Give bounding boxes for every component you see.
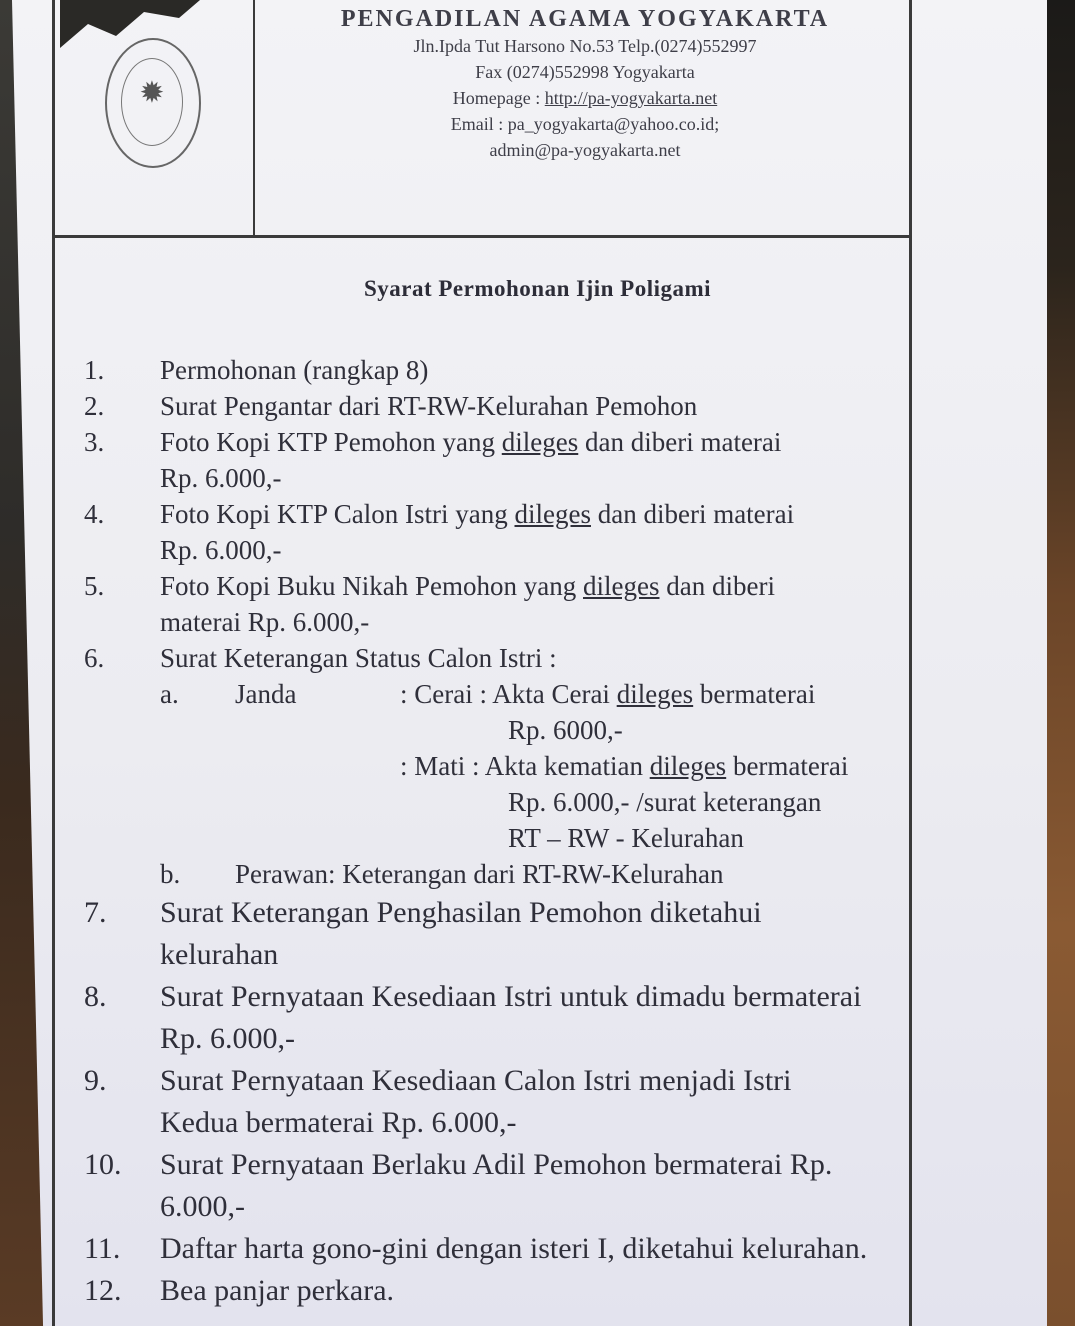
item-text: Surat Keterangan Penghasilan Pemohon diketahui: [160, 896, 762, 929]
list-item: [0, 424, 1075, 460]
star-icon: ✹: [139, 76, 165, 110]
cerai-text: : Cerai : Akta Cerai dileges bermaterai: [400, 679, 816, 709]
sub-item-b: [0, 856, 1075, 892]
sub-item-continuation: [0, 712, 1075, 748]
sub-item-a: [0, 676, 1075, 712]
list-item: [0, 1144, 1075, 1186]
list-item-continuation: [0, 460, 1075, 496]
item-number: 9.: [84, 1064, 107, 1097]
logo-cell: [55, 0, 255, 235]
letterhead-text: [255, 2, 915, 163]
org-email-1: Email : pa_yogyakarta@yahoo.co.id;: [450, 114, 720, 134]
item-text: Rp. 6.000,-: [160, 463, 282, 493]
item-text: Surat Pernyataan Kesediaan Istri untuk dimadu bermaterai: [160, 980, 862, 1013]
list-item: [0, 388, 1075, 424]
list-item: [0, 352, 1075, 388]
sub-item-continuation: [0, 820, 1075, 856]
list-item: [0, 1228, 1075, 1270]
item-text: Foto Kopi KTP Calon Istri yang dileges dan diberi materai: [160, 499, 795, 529]
sub-item-continuation: [0, 784, 1075, 820]
item-text: Surat Pengantar dari RT-RW-Kelurahan Pemohon: [160, 391, 698, 421]
sub-letter: b.: [160, 859, 181, 889]
item-text: 6.000,-: [160, 1190, 245, 1223]
item-text: Surat Pernyataan Kesediaan Calon Istri menjadi Istri: [160, 1064, 792, 1097]
list-item: [0, 976, 1075, 1018]
item-number: 1.: [84, 355, 105, 385]
list-item: [0, 1270, 1075, 1312]
document-title: Syarat Permohonan Ijin Poligami: [363, 276, 712, 301]
item-text: kelurahan: [160, 938, 279, 971]
item-number: 12.: [84, 1274, 122, 1307]
list-item: [0, 1060, 1075, 1102]
list-item: [0, 568, 1075, 604]
seal-inner-ring: [121, 58, 183, 146]
item-text: Kedua bermaterai Rp. 6.000,-: [160, 1106, 517, 1139]
org-fax: Fax (0274)552998 Yogyakarta: [475, 62, 695, 82]
cerai-amount: Rp. 6000,-: [508, 715, 623, 745]
item-text: Permohonan (rangkap 8): [160, 355, 429, 385]
item-text: Surat Pernyataan Berlaku Adil Pemohon bermaterai Rp.: [160, 1148, 833, 1181]
list-item: [0, 892, 1075, 934]
item-text: Rp. 6.000,-: [160, 1022, 295, 1055]
sub-text: Perawan: Keterangan dari RT-RW-Kelurahan: [235, 859, 724, 889]
list-item-continuation: [0, 1102, 1075, 1144]
org-name: PENGADILAN AGAMA YOGYAKARTA: [340, 6, 830, 32]
item-text: Foto Kopi Buku Nikah Pemohon yang dileges dan diberi: [160, 571, 775, 601]
mati-rt: RT – RW - Kelurahan: [508, 823, 744, 853]
mati-text: : Mati : Akta kematian dileges bermaterai: [400, 751, 849, 781]
list-item: [0, 496, 1075, 532]
item-number: 8.: [84, 980, 107, 1013]
item-number: 5.: [84, 571, 105, 601]
item-number: 7.: [84, 896, 107, 929]
item-text: Daftar harta gono-gini dengan isteri I, diketahui kelurahan.: [160, 1232, 868, 1265]
list-item-continuation: [0, 934, 1075, 976]
item-number: 6.: [84, 643, 105, 673]
item-text: materai Rp. 6.000,-: [160, 607, 370, 637]
list-item-continuation: [0, 532, 1075, 568]
item-text: Foto Kopi KTP Pemohon yang dileges dan diberi materai: [160, 427, 782, 457]
homepage-link[interactable]: http://pa-yogyakarta.net: [544, 88, 718, 108]
list-item: [0, 640, 1075, 676]
sub-letter: a.: [160, 679, 179, 709]
requirements-list: [0, 352, 1075, 1312]
item-text: Surat Keterangan Status Calon Istri :: [160, 643, 557, 673]
item-number: 3.: [84, 427, 105, 457]
item-number: 10.: [84, 1148, 122, 1181]
org-email-2: admin@pa-yogyakarta.net: [489, 140, 681, 160]
item-number: 11.: [84, 1232, 121, 1265]
org-homepage: [255, 85, 915, 111]
item-text: Bea panjar perkara.: [160, 1274, 395, 1307]
letterhead: [52, 0, 912, 238]
mati-amount: Rp. 6.000,- /surat keterangan: [508, 787, 822, 817]
org-address: Jln.Ipda Tut Harsono No.53 Telp.(0274)552997: [413, 36, 757, 56]
court-seal-icon: [105, 38, 201, 168]
list-item-continuation: [0, 1018, 1075, 1060]
list-item-continuation: [0, 1186, 1075, 1228]
sub-item-continuation: [0, 748, 1075, 784]
item-number: 4.: [84, 499, 105, 529]
item-number: 2.: [84, 391, 105, 421]
sub-label: Janda: [235, 679, 297, 709]
homepage-label: Homepage :: [452, 88, 545, 108]
list-item-continuation: [0, 604, 1075, 640]
item-text: Rp. 6.000,-: [160, 535, 282, 565]
